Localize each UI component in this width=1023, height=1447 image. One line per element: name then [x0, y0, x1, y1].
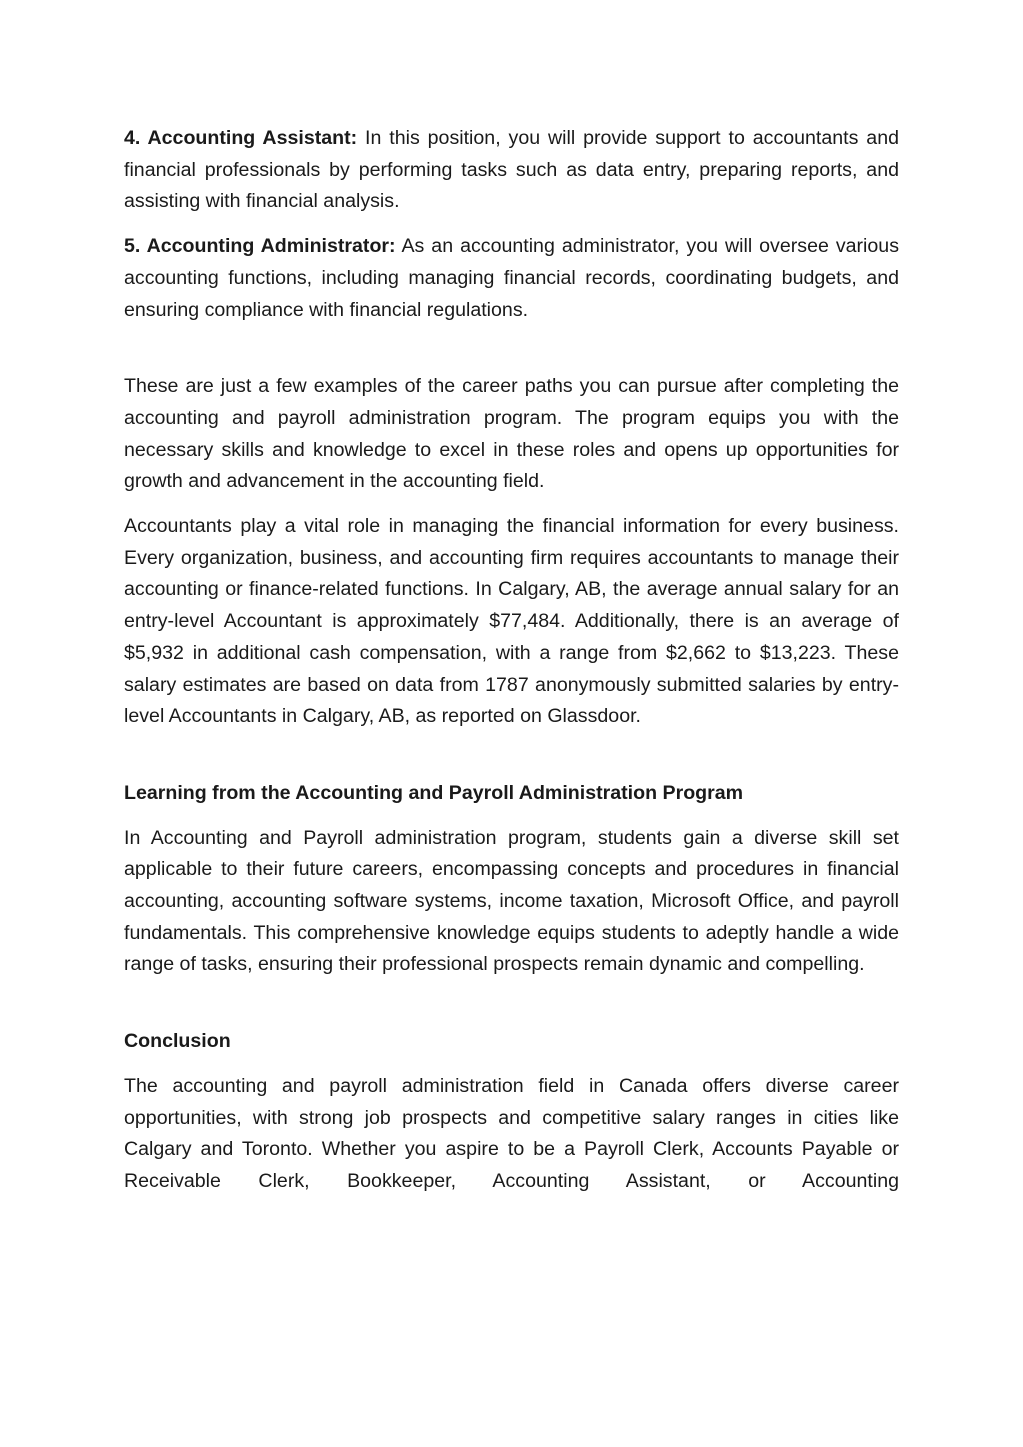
paragraph-learning: In Accounting and Payroll administration program, students gain a diverse skill set applicable to their future careers, encompassing concepts and procedures in financial accounting, accounting software systems, income taxation, Microsoft Office, and payroll fundamentals. This comprehensive knowledge equips students to adeptly handle a wide range of tasks, ensuring their professional prospects remain dynamic and compelling.	[124, 826, 899, 976]
item-text: As an accounting administrator, you will oversee various accounting functions, including managing financial records, coordinating budgets, and ensuring compliance with financial regulations.	[124, 235, 899, 321]
item-text: In this position, you will provide support to accountants and financial professionals by performing tasks such as data entry, preparing reports, and assisting with financial analysis.	[124, 127, 899, 213]
list-item-accounting-administrator	[124, 231, 899, 326]
document-page	[124, 123, 899, 1198]
section-heading-conclusion: Conclusion	[124, 1030, 231, 1053]
paragraph-career-paths: These are just a few examples of the career paths you can pursue after completing the accounting and payroll administration program. The program equips you with the necessary skills and knowledge to excel in these roles and opens up opportunities for growth and advancement in the accounting field.	[124, 375, 899, 493]
item-title: 4. Accounting Assistant:	[124, 127, 358, 149]
item-title: 5. Accounting Administrator:	[124, 235, 396, 258]
section-heading-learning: Learning from the Accounting and Payroll Administration Program	[124, 781, 744, 804]
paragraph-conclusion: The accounting and payroll administration field in Canada offers diverse career opportunities, with strong job prospects and competitive salary ranges in cities like Calgary and Toronto. Whether you aspire to be a Payroll Clerk, Accounts Payable or Receivable Clerk, Bookkeeper, Accounting Assistant, or Accounting	[124, 1074, 899, 1192]
list-item-accounting-assistant	[124, 123, 899, 218]
paragraph-accountants: Accountants play a vital role in managing the financial information for every business. Every organization, business, and accounting firm requires accountants to manage their accounting or finance-related functions. In Calgary, AB, the average annual salary for an entry-level Accountant is approximately $77,484. Additionally, there is an average of $5,932 in additional cash compensation, with a range from $2,662 to $13,223. These salary estimates are based on data from 1787 anonymously submitted salaries by entry-level Accountants in Calgary, AB, as reported on Glassdoor.	[124, 515, 899, 728]
